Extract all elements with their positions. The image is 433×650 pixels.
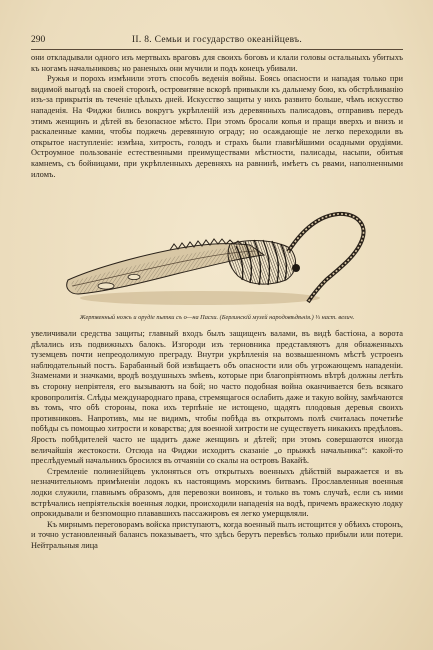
knife-illustration <box>50 210 386 312</box>
top-text-block <box>31 53 403 180</box>
bottom-text-block <box>31 329 403 551</box>
running-title: II. 8. Семьи и государство океанійцевъ. <box>131 35 303 45</box>
paragraph-4: Стремленіе полинезійцевъ уклоняться отъ открытыхъ военныхъ дѣйствій выражается и въ незначительномъ примѣненіи лодокъ къ настоящимъ морскимъ битвамъ. Прославленныя военныя лодки служили, главнымъ образомъ, для перевозки воиновъ, и только въ томъ случаѣ, если съ ними встрѣчались непріятельскія военныя лодки, происходили нападенія на водѣ, причемъ вражескую лодку опрокидывали и безпомощно плававшихъ пассажировъ ея легко умерщвляли. <box>31 466 403 519</box>
page-header <box>31 33 403 47</box>
page-number: 290 <box>31 35 46 45</box>
paragraph-5: Къ мирнымъ переговорамъ войска приступаютъ, когда военный пылъ истощится у обѣихъ сторонъ, и точно установленный балансъ показываетъ, что здѣсь берутъ перевѣсъ только прибыли или потери. Нейтральныя лица <box>31 519 403 550</box>
paragraph-1: они откладывали одного изъ мертвыхъ враговъ для своихъ боговъ и клали головы остальныхъ убитыхъ къ ногамъ начальниковъ; но раненыхъ они мучили и подъ конецъ убивали. <box>31 53 403 73</box>
knife-engraving <box>50 210 386 312</box>
figure-caption: Жертвенный ножъ и орудіе пытки съ о—на Пасхи. (Берлинскій музей народовѣдѣнія.) ⅓ наст. велич. <box>79 314 355 321</box>
paragraph-2: Ружья и порохъ измѣнили этотъ способъ веденія войны. Боясь опасности и нападая только при видимой выгодѣ на своей сторонѣ, островитяне вскорѣ привыкли къ дальнему бою, къ обстрѣливанію изъ-за прикрытія въ теченіе цѣлыхъ дней. Искусство защиты у нихъ развито больше, чѣмъ искусство нападенія. На Фиджи бились вокругъ укрѣпленій изъ деревянныхъ палисадовъ, отправивъ передъ этимъ женщинъ и дѣтей въ безопасное мѣсто. При этомъ бросали копья и пращи вверхъ и внизъ и раскаленные камни, чтобы поджечь деревянную ограду; но осаждающіе не легко переходили въ открытое наступленіе: измѣна, хитрость, голодъ и страхъ были главнѣйшими осадными орудіями. Остроумное пользованіе естественными преимуществами мѣстности, палисады, насыпи, обитыя камнемъ, съ бойницами, при укрѣпленныхъ деревняхъ на равнинѣ, имѣетъ съ рвами, наполненными иломъ. <box>31 74 403 179</box>
header-rule <box>31 49 403 50</box>
paragraph-3: увеличивали средства защиты; главный входъ былъ защищенъ валами, въ видѣ бастіона, а ворота дѣлались изъ подвижныхъ балокъ. Изгороди изъ терновника представляютъ для обнаженныхъ туземцевъ почти непреодолимую преграду. Внутри укрѣпленія на возвышенномъ мѣстѣ устроенъ наблюдательный постъ. Барабанный бой извѣщаетъ объ опасности или объ угрожающемъ нападеніи. Знаменами и значками, вродѣ воздушныхъ змѣевъ, которые при благопріятномъ вѣтрѣ должны летѣть въ сторону непріятеля, его вызываютъ на бой; но часто подобная война оканчивается безъ всякаго кровопролитія. Слѣды международнаго права, стремящагося ослабить даже и такую войну, замѣчаются въ томъ, что обѣ стороны, пока ихъ терпѣніе не истощено, щадятъ плодовыя деревья своихъ противниковъ. Напротивъ, мы не видимъ, чтобы побѣда въ открытомъ полѣ считалась почетнѣе побѣды съ помощью хитрости и коварства; для военной хитрости не существуетъ никакихъ предѣловъ. Ярость побѣдителей часто не щадитъ даже женщинъ и дѣтей; при этомъ совершаются иногда величайшія жестокости. Отсюда на Фиджи исходитъ сказаніе „о прыжкѣ начальника“: какой-то преслѣдуемый начальникъ бросился въ отчаяніи со скалы на островъ Вакайѣ. <box>31 329 403 466</box>
